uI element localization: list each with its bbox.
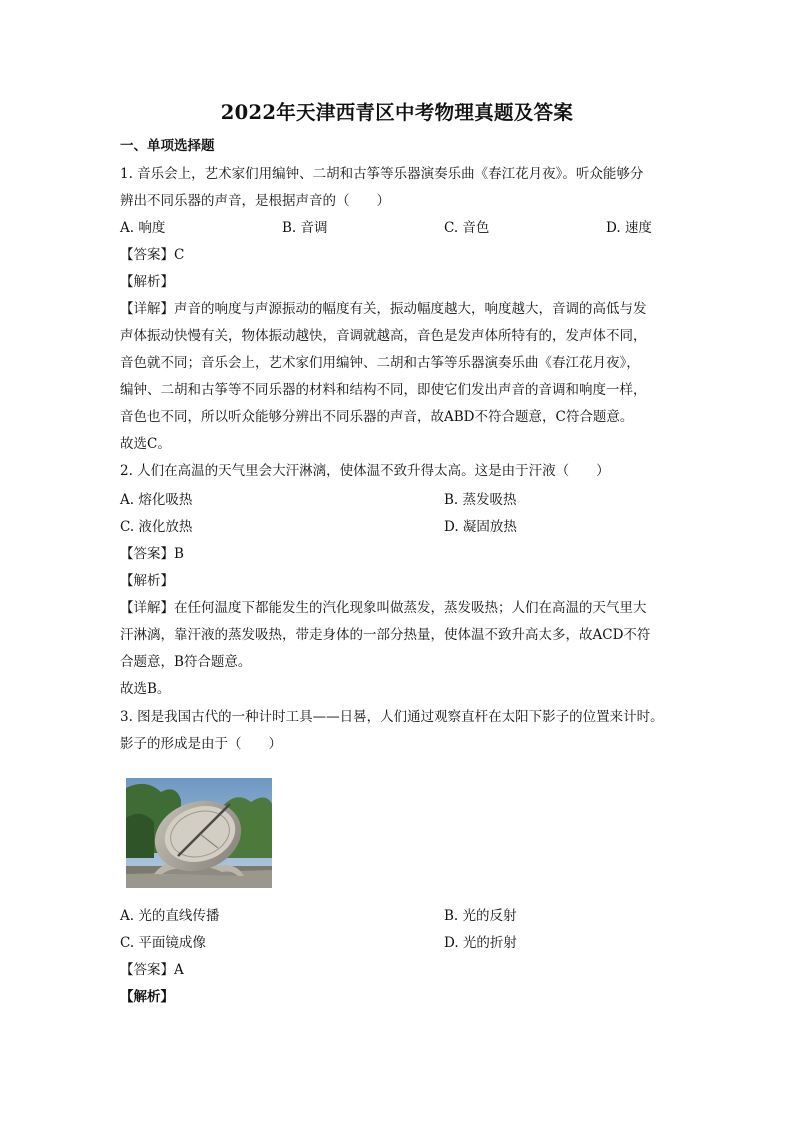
- q1-conclusion: 故选C。: [120, 436, 171, 452]
- q1-answer: 【答案】C: [120, 247, 185, 263]
- q2-conclusion: 故选B。: [120, 681, 171, 697]
- q3-stem-line-1: 3. 图是我国古代的一种计时工具——日晷，人们通过观察直杆在太阳下影子的位置来计时。: [120, 709, 664, 725]
- q2-detail-line: 汗淋漓，靠汗液的蒸发吸热，带走身体的一部分热量，使体温不致升高太多，故ACD不符: [120, 627, 651, 643]
- sundial-photo: [126, 778, 272, 888]
- q2-option-b: B. 蒸发吸热: [444, 492, 517, 508]
- q1-detail-line: 音色也不同，所以听众能够分辨出不同乐器的声音，故ABD不符合题意，C符合题意。: [120, 409, 634, 425]
- q3-stem-line-2: 影子的形成是由于（ ）: [120, 736, 282, 752]
- q2-answer: 【答案】B: [120, 546, 184, 562]
- q1-option-c: C. 音色: [444, 220, 490, 236]
- q2-detail-line: 【详解】在任何温度下都能发生的汽化现象叫做蒸发，蒸发吸热；人们在高温的天气里大: [120, 600, 647, 616]
- q2-stem: 2. 人们在高温的天气里会大汗淋漓，使体温不致升得太高。这是由于汗液（ ）: [120, 463, 610, 479]
- q2-analysis-label: 【解析】: [120, 573, 174, 589]
- q1-detail-line: 编钟、二胡和古筝等不同乐器的材料和结构不同，即使它们发出声音的音调和响度一样，: [120, 382, 647, 398]
- q3-analysis-label: 【解析】: [120, 989, 174, 1005]
- q3-option-b: B. 光的反射: [444, 908, 517, 924]
- q2-option-c: C. 液化放热: [120, 519, 193, 535]
- section-heading: 一、单项选择题: [120, 138, 215, 154]
- q3-option-d: D. 光的折射: [444, 935, 517, 951]
- q1-detail-line: 【详解】声音的响度与声源振动的幅度有关，振动幅度越大，响度越大，音调的高低与发: [120, 301, 647, 317]
- q3-option-a: A. 光的直线传播: [120, 908, 220, 924]
- q1-analysis-label: 【解析】: [120, 274, 174, 290]
- q1-stem-line-1: 1. 音乐会上，艺术家们用编钟、二胡和古筝等乐器演奏乐曲《春江花月夜》。听众能够分: [120, 166, 644, 182]
- q2-option-a: A. 熔化吸热: [120, 492, 193, 508]
- q1-detail-line: 声体振动快慢有关，物体振动越快，音调就越高，音色是发声体所特有的，发声体不同，: [120, 328, 647, 344]
- q2-detail-line: 合题意，B符合题意。: [120, 654, 252, 670]
- sundial-illustration: [126, 778, 272, 888]
- q1-option-d: D. 速度: [606, 220, 652, 236]
- q3-option-c: C. 平面镜成像: [120, 935, 206, 951]
- q1-detail-line: 音色就不同；音乐会上，艺术家们用编钟、二胡和古筝等乐器演奏乐曲《春江花月夜》，: [120, 355, 640, 371]
- q2-option-d: D. 凝固放热: [444, 519, 517, 535]
- page-title: 2022年天津西青区中考物理真题及答案: [220, 101, 574, 124]
- q1-stem-line-2: 辨出不同乐器的声音，是根据声音的（ ）: [120, 193, 390, 209]
- q1-option-a: A. 响度: [120, 220, 166, 236]
- q1-option-b: B. 音调: [282, 220, 328, 236]
- q3-answer: 【答案】A: [120, 962, 184, 978]
